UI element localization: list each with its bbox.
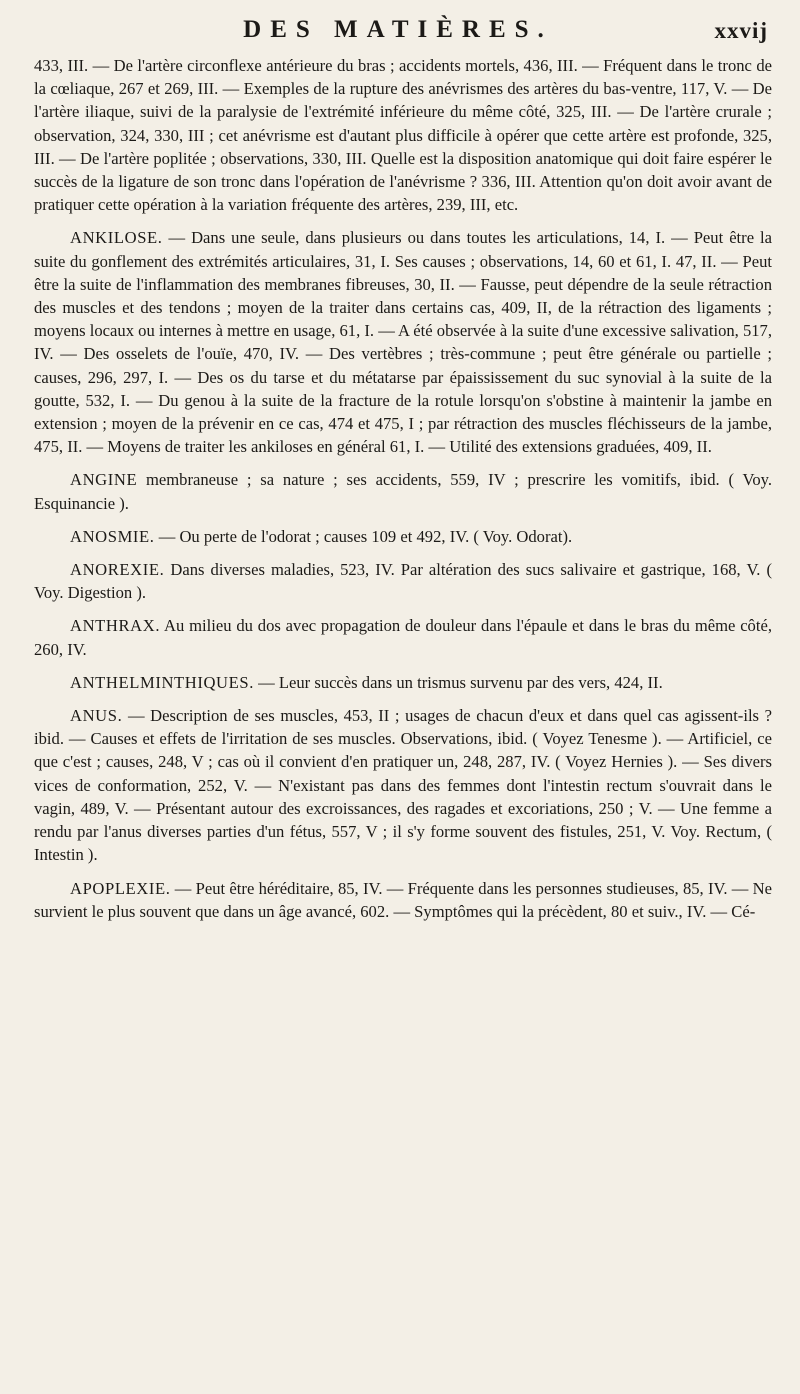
- entry-text: Ou perte de l'odorat ; causes 109 et 492, IV. ( Voy. Odorat).: [179, 526, 573, 546]
- index-entry-anthelminthiques: [34, 671, 772, 694]
- running-header: [34, 10, 772, 54]
- index-entry-apoplexie: [34, 877, 772, 923]
- entry-text: Au milieu du dos avec propagation de douleur dans l'épaule et dans le bras du même côté, 260, IV.: [34, 616, 772, 659]
- index-entry-anorexie: [34, 558, 772, 604]
- entry-text: Leur succès dans un trismus survenu par des vers, 424, II.: [278, 672, 663, 692]
- entry-headword: ANTHELMINTHIQUES.: [70, 672, 254, 692]
- index-entry-angine: [34, 468, 772, 514]
- entry-separator: —: [122, 706, 151, 726]
- index-entry-anosmie: [34, 525, 772, 548]
- index-entries: [34, 54, 772, 923]
- page-number: xxvij: [714, 18, 768, 43]
- index-entry-anevrisme-continued: [34, 54, 772, 216]
- entry-text: Dans une seule, dans plusieurs ou dans toutes les articulations, 14, I. — Peut être la suite du gonflement des extrémités articulaires, 31, I. Ses causes ; observations, 14, 60 et 61, I. 47, II. — Peut être la suite de l'inflammation des membranes fibreuses, 30, II. — Fausse, peut dépendre de la seule rétraction des muscles et des tendons ; moyen de la traiter dans certains cas, 409, II, de la rétraction des ligaments ; moyens locaux ou internes à mettre en usage, 61, I. — A été observée à la suite d'une excessive salivation, 517, IV. — Des osselets de l'ouïe, 470, IV. — Des vertèbres ; très-commune ; peut être générale ou partielle ; causes, 296, 297, I. — Des os du tarse et du métatarse par épaississement du suc synovial à la suite de la goutte, 532, I. — Du genou à la suite de la fracture de la rotule lorsqu'on s'obstine à maintenir la jambe en extension ; moyen de la prévenir en ce cas, 474 et 475, I ; par rétraction des muscles fléchisseurs de la jambe, 475, II. — Moyens de traiter les ankiloses en général 61, I. — Utilité des extensions graduées, 409, II.: [34, 228, 773, 457]
- entry-text: Peut être héréditaire, 85, IV. — Fréquente dans les personnes studieuses, 85, IV. — Ne survient le plus souvent que dans un âge avancé, 602. — Symptômes qui la précèdent, 80 et suiv., IV. — Cé-: [34, 878, 772, 921]
- entry-text: Dans diverses maladies, 523, IV. Par altération des sucs salivaire et gastrique, 168, V. ( Voy. Digestion ).: [34, 560, 772, 603]
- entry-separator: [137, 470, 146, 489]
- entry-separator: —: [154, 526, 180, 546]
- entry-text: 433, III. — De l'artère circonflexe antérieure du bras ; accidents mortels, 436, III. — Fréquent dans le tronc de la cœliaque, 267 et 269, III. — Exemples de la rupture des anévrismes des artères du bas-ventre, 117, V. — De l'artère iliaque, suivi de la paralysie de l'extrémité inférieure du même côté, 325, III. — De l'artère crurale ; observation, 324, 330, III ; cet anévrisme est d'autant plus difficile à opérer que cette artère est profonde, 325, III. — De l'artère poplitée ; observations, 330, III. Quelle est la disposition anatomique qui doit faire espérer le succès de la ligature de son tronc dans l'opération de l'anévrisme ? 336, III. Attention qu'on doit avoir avant de pratiquer cette opération à la variation fréquente des artères, 239, III, etc.: [34, 56, 772, 215]
- entry-separator: —: [162, 228, 192, 248]
- entry-text: membraneuse ; sa nature ; ses accidents, 559, IV ; prescrire les vomitifs, ibid. ( Voy. Esquinancie ).: [34, 470, 772, 513]
- entry-headword: APOPLEXIE.: [70, 878, 171, 898]
- running-title: DES MATIÈRES.: [243, 16, 553, 43]
- entry-headword: ANKILOSE.: [70, 228, 163, 248]
- index-entry-anthrax: [34, 614, 772, 660]
- entry-separator: —: [170, 878, 196, 898]
- entry-headword: ANOSMIE.: [70, 526, 155, 546]
- index-entry-ankilose: [34, 226, 772, 458]
- entry-headword: ANOREXIE.: [70, 560, 165, 580]
- entry-headword: ANUS.: [70, 706, 123, 726]
- entry-headword: ANGINE: [70, 470, 138, 490]
- entry-text: Description de ses muscles, 453, II ; usages de chacun d'eux et dans quel cas agissent-ils ? ibid. — Causes et effets de l'irritation de ses muscles. Observations, ibid. ( Voyez Tenesme ). — Artificiel, ce que c'est ; causes, 248, V ; cas où il convient d'en pratiquer un, 248, 287, IV. ( Voyez Hernies ). — Ses divers vices de conformation, 252, V. — N'existant pas dans des femmes dont l'intestin rectum s'ouvrait dans le vagin, 489, V. — Présentant autour des excroissances, des ragades et excoriations, 250 ; V. — Une femme a rendu par l'anus diverses parties d'un fétus, 557, V ; il s'y forme souvent des fistules, 251, V. Voy. Rectum, ( Intestin ).: [34, 706, 772, 865]
- entry-separator: —: [253, 672, 279, 692]
- index-entry-anus: [34, 704, 772, 866]
- entry-headword: ANTHRAX.: [70, 616, 161, 636]
